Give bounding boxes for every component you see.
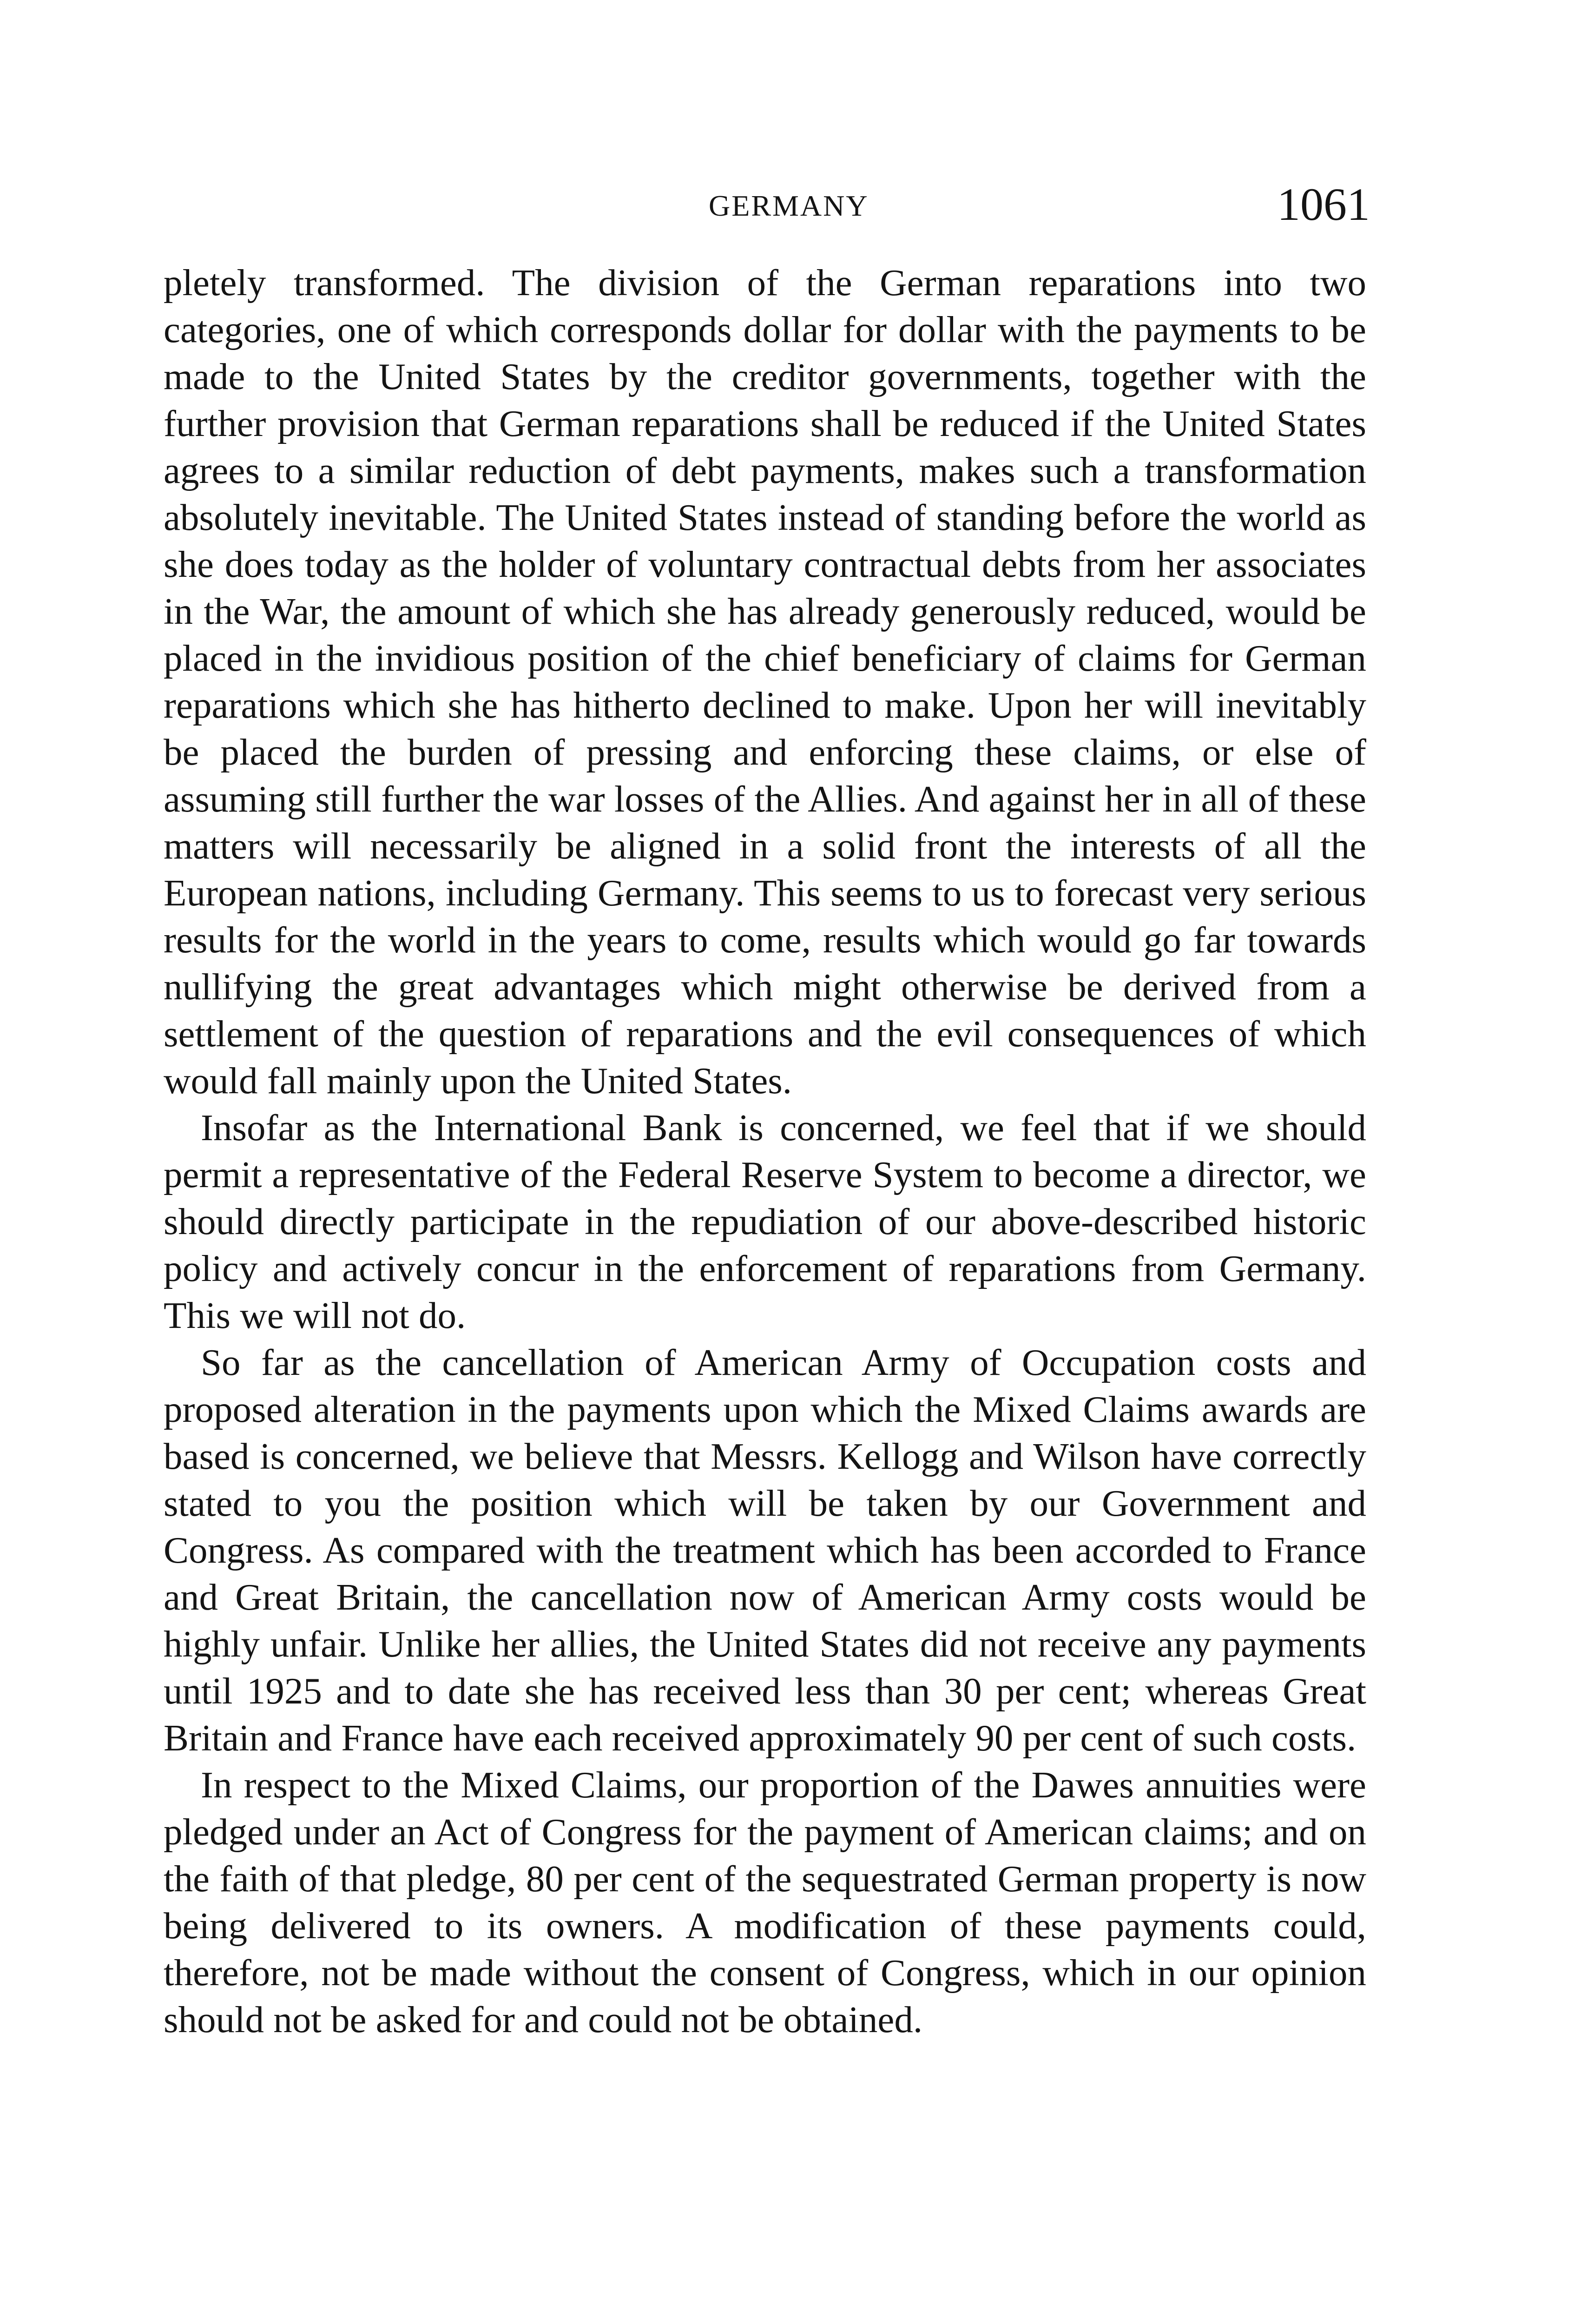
paragraph-mixed-claims: In respect to the Mixed Claims, our proportion of the Dawes annuities were pledged under an Act of Congress for the payment of American claims; and on the faith of that pledge, 80 per cent of the sequestrated German property is now being delivered to its owners. A modification of these payments could, therefore, not be made without the consent of Congress, which in our opinion should not be asked for and could not be obtained. [164,1764,1366,2040]
paragraph-army-costs: So far as the cancellation of American Army of Occupation costs and proposed alteration in the payments upon which the Mixed Claims awards are based is concerned, we believe that Messrs. Kellogg and Wilson have correctly stated to you the position which will be taken by our Government and Congress. As compared with the treatment which has been accorded to France and Great Britain, the cancellation now of American Army costs would be highly unfair. Unlike her allies, the United States did not receive any payments until 1925 and to date she has received less than 30 per cent; whereas Great Britain and France have each received approximately 90 per cent of such costs. [164,1341,1366,1759]
body-text [164,259,1366,2043]
paragraph-international-bank: Insofar as the International Bank is concerned, we feel that if we should permit a representative of the Federal Reserve System to become a director, we should directly participate in the repudiation of our above-described historic policy and actively concur in the enforcement of reparations from Germany. This we will not do. [164,1107,1366,1336]
page-number: 1061 [1277,178,1370,230]
running-title: GERMANY [709,189,869,222]
paragraph-continued: pletely transformed. The division of the German reparations into two categories, one of which corresponds dollar for dollar with the payments to be made to the United States by the creditor governments, together with the further provision that German reparations shall be reduced if the United States agrees to a similar reduction of debt payments, makes such a transformation absolutely inevitable. The United States instead of standing before the world as she does today as the holder of voluntary contractual debts from her associates in the War, the amount of which she has already generously reduced, would be placed in the invidious position of the chief beneficiary of claims for German reparations which she has hitherto declined to make. Upon her will inevitably be placed the burden of pressing and enforcing these claims, or else of assuming still further the war losses of the Allies. And against her in all of these matters will necessarily be aligned in a solid front the interests of all the European nations, including Germany. This seems to us to forecast very serious results for the world in the years to come, results which would go far towards nullifying the great advantages which might otherwise be derived from a settlement of the question of reparations and the evil consequences of which would fall mainly upon the United States. [164,262,1366,1102]
running-header [0,179,1587,235]
